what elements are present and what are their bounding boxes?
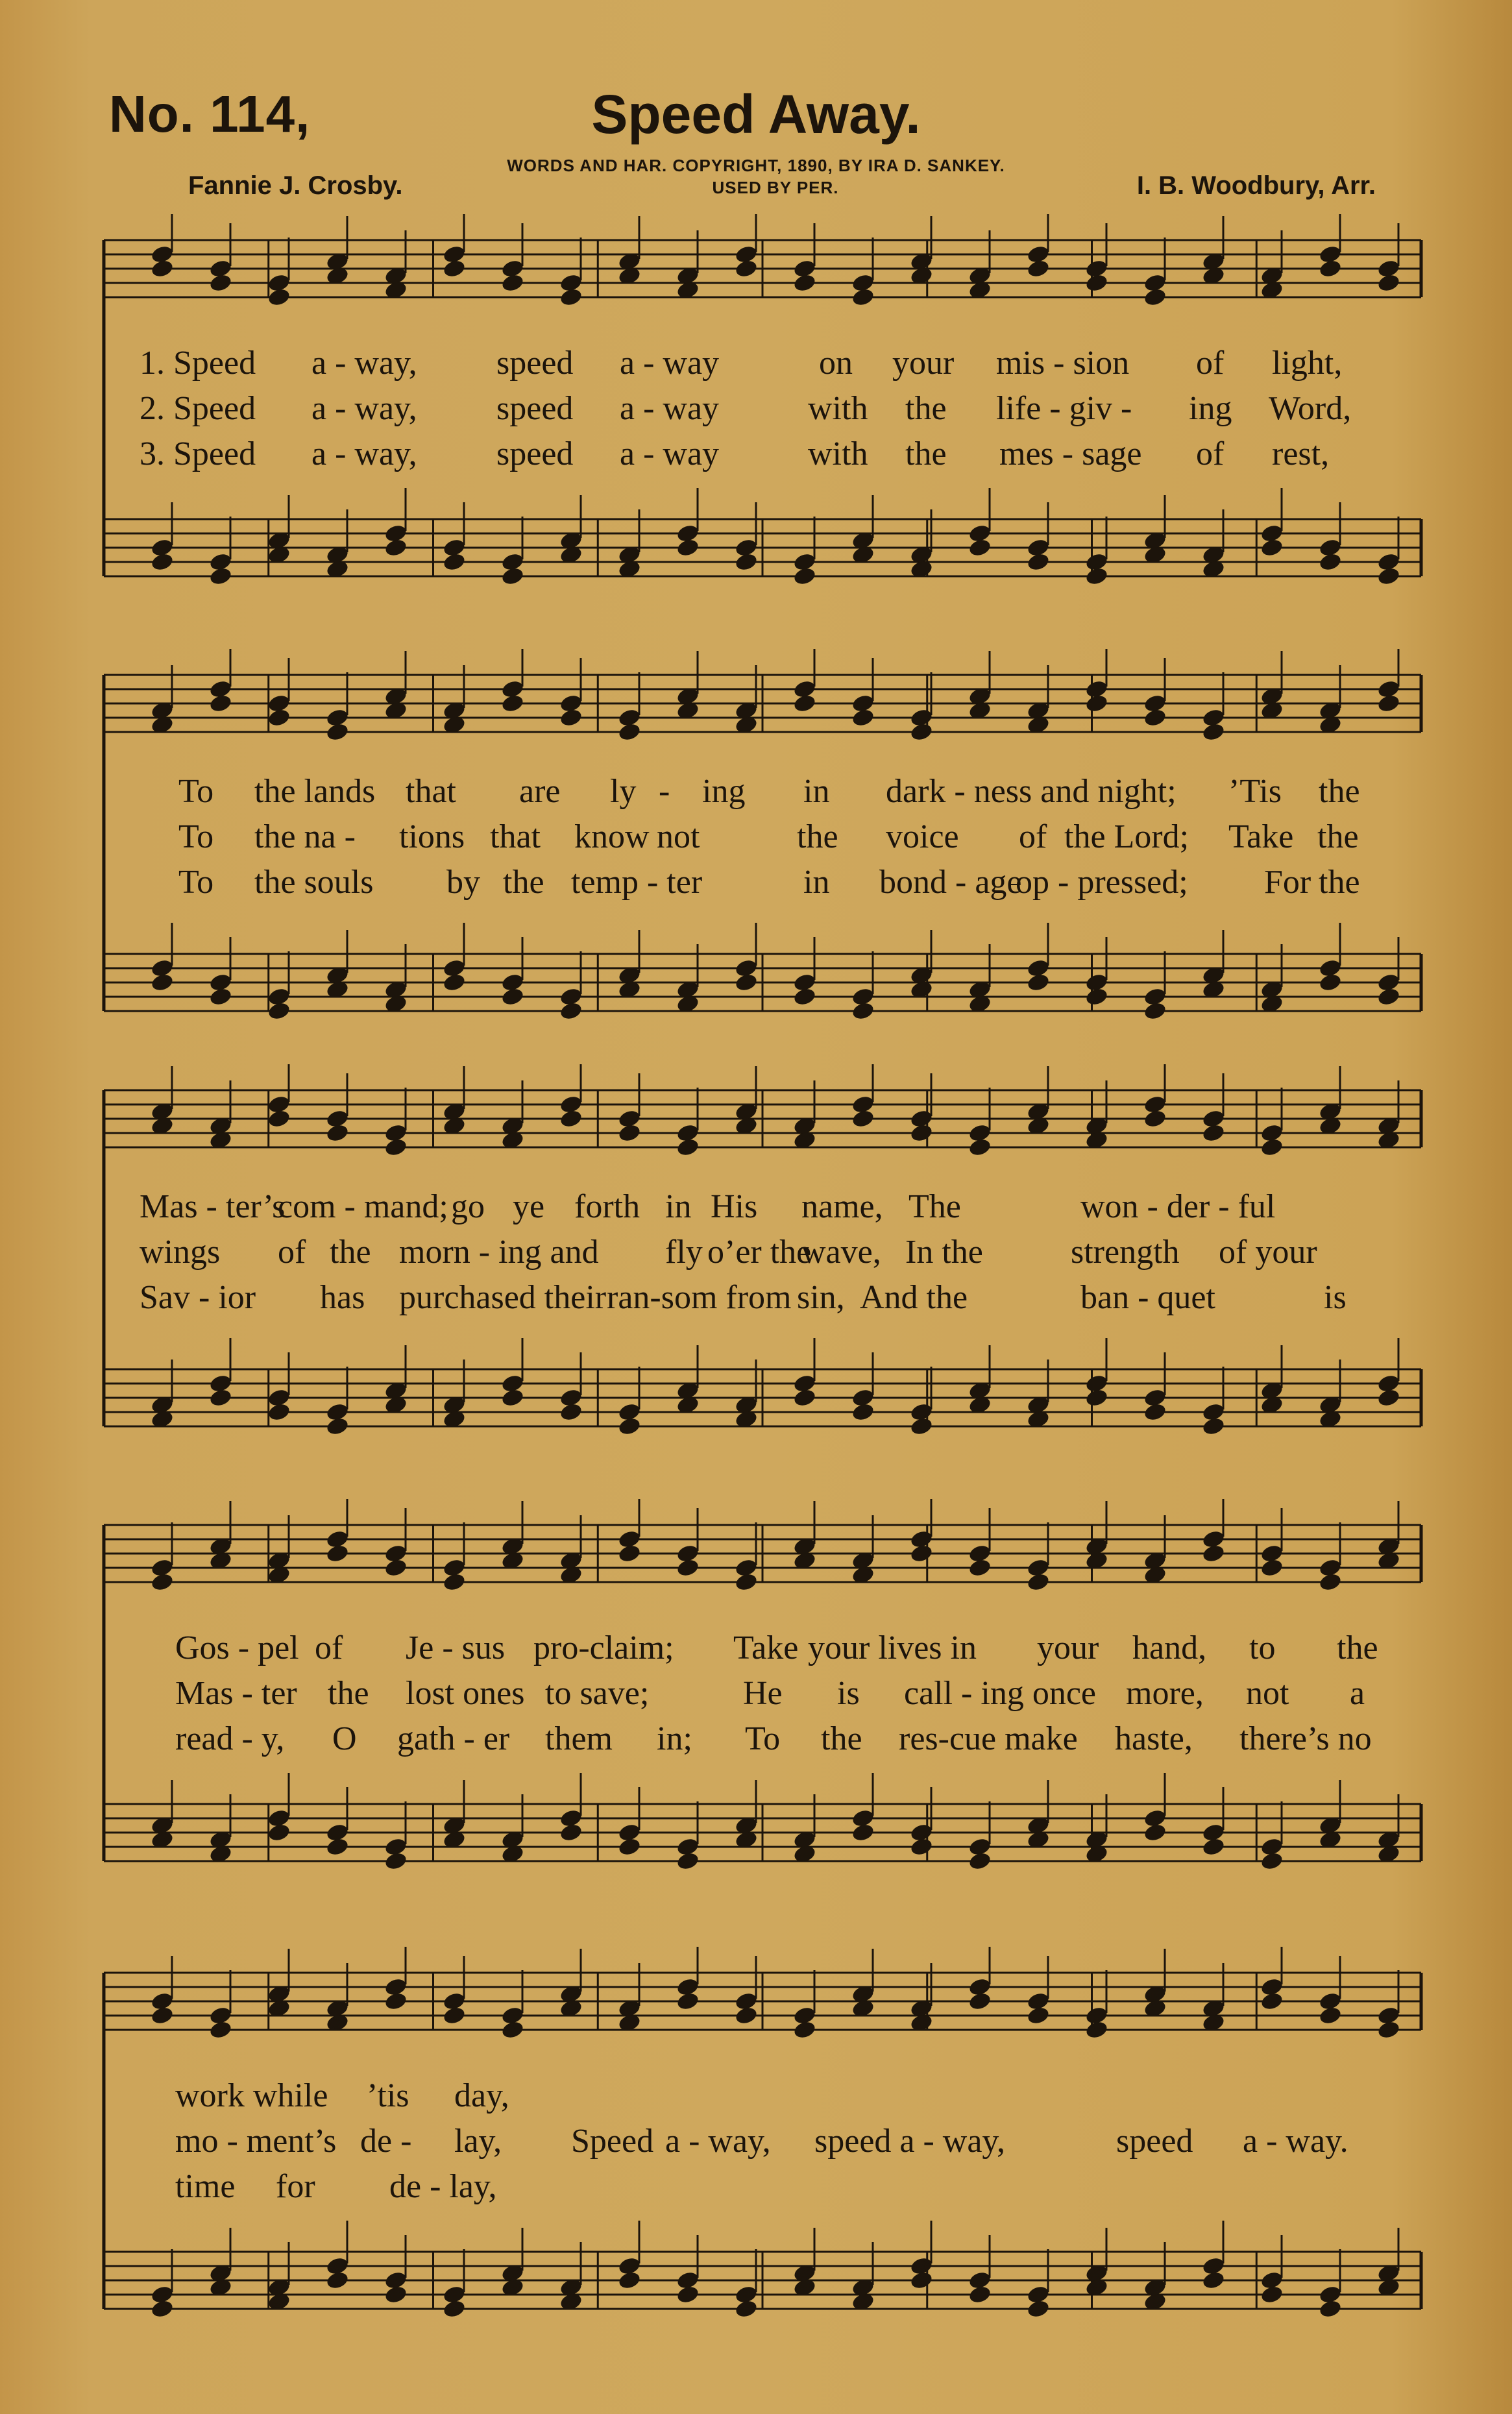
note-head bbox=[1026, 2298, 1051, 2319]
lyric-syllable: of your bbox=[1219, 1234, 1317, 1271]
lyric-syllable: haste, bbox=[1115, 1720, 1193, 1757]
note-head bbox=[1084, 273, 1109, 293]
note-head bbox=[150, 1572, 175, 1592]
lyric-syllable: your bbox=[892, 345, 955, 382]
lyric-syllable: speed bbox=[496, 435, 574, 472]
note-head bbox=[500, 566, 525, 587]
note-head bbox=[267, 287, 291, 308]
lyric-syllable: To bbox=[178, 818, 214, 855]
lyric-syllable: Take bbox=[1228, 818, 1294, 855]
lyric-syllable: mis - sion bbox=[996, 345, 1130, 382]
note-head bbox=[1143, 1402, 1167, 1422]
note-head bbox=[617, 2270, 642, 2291]
lyric-syllable: of bbox=[1196, 345, 1225, 382]
lyric-syllable: 2. Speed bbox=[140, 390, 256, 427]
lyric-syllable: the souls bbox=[254, 864, 374, 901]
lyric-syllable: work while bbox=[175, 2077, 328, 2114]
note-head bbox=[150, 2298, 175, 2319]
lyric-syllable: to bbox=[1249, 1629, 1276, 1666]
lyric-syllable: the na - bbox=[254, 818, 356, 855]
note-head bbox=[384, 2284, 408, 2305]
note-head bbox=[1376, 1387, 1401, 1408]
note-head bbox=[968, 2284, 992, 2305]
music-system-4 bbox=[0, 1499, 1512, 1914]
lyric-syllable: has bbox=[320, 1279, 365, 1316]
note-head bbox=[676, 2284, 700, 2305]
note-head bbox=[208, 693, 233, 714]
lyricist-credit: Fannie J. Crosby. bbox=[188, 171, 403, 200]
note-head bbox=[1376, 273, 1401, 293]
note-head bbox=[559, 1402, 583, 1422]
note-head bbox=[442, 2298, 467, 2319]
note-head bbox=[559, 1822, 583, 1843]
note-head bbox=[792, 1387, 817, 1408]
note-head bbox=[1318, 1572, 1343, 1592]
note-head bbox=[1026, 1572, 1051, 1592]
note-head bbox=[968, 1851, 992, 1871]
note-head bbox=[500, 986, 525, 1007]
lyric-syllable: He bbox=[743, 1675, 783, 1712]
note-head bbox=[500, 273, 525, 293]
lyric-syllable: in; bbox=[657, 1720, 692, 1757]
note-head bbox=[1201, 2270, 1226, 2291]
lyric-syllable: Mas - ter’s bbox=[140, 1188, 286, 1225]
lyric-syllable: the bbox=[1317, 818, 1359, 855]
note-head bbox=[267, 1001, 291, 1021]
lyric-syllable: know bbox=[574, 818, 650, 855]
note-head bbox=[1318, 258, 1343, 279]
lyric-syllable: Speed bbox=[571, 2123, 654, 2160]
note-head bbox=[559, 1001, 583, 1021]
note-head bbox=[1026, 258, 1051, 279]
note-head bbox=[676, 1557, 700, 1578]
note-head bbox=[792, 273, 817, 293]
note-head bbox=[1084, 1387, 1109, 1408]
note-head bbox=[442, 552, 467, 572]
note-head bbox=[1084, 693, 1109, 714]
lyric-syllable: fly bbox=[665, 1234, 703, 1271]
lyric-syllable: that bbox=[406, 773, 456, 810]
note-head bbox=[851, 1822, 875, 1843]
note-head bbox=[1143, 1108, 1167, 1129]
music-system-1 bbox=[0, 214, 1512, 616]
lyric-syllable: a - way, bbox=[311, 345, 417, 382]
staff-notation-3 bbox=[0, 1064, 1512, 1480]
lyric-syllable: o’er the bbox=[707, 1234, 812, 1271]
lyric-syllable: your bbox=[1037, 1629, 1099, 1666]
lyric-syllable: lost ones bbox=[406, 1675, 525, 1712]
lyric-syllable: speed bbox=[496, 390, 574, 427]
lyric-syllable: Gos - pel bbox=[175, 1629, 299, 1666]
permission-line: USED BY PER. bbox=[712, 178, 839, 197]
note-head bbox=[1201, 1416, 1226, 1437]
lyric-syllable: the bbox=[821, 1720, 862, 1757]
note-head bbox=[150, 258, 175, 279]
note-head bbox=[909, 1416, 934, 1437]
note-head bbox=[1260, 1137, 1284, 1158]
note-head bbox=[325, 1416, 350, 1437]
lyric-syllable: of bbox=[1196, 435, 1225, 472]
note-head bbox=[208, 986, 233, 1007]
lyric-syllable: rest, bbox=[1272, 435, 1330, 472]
note-head bbox=[909, 1836, 934, 1857]
note-head bbox=[792, 2019, 817, 2040]
note-head bbox=[851, 1402, 875, 1422]
lyric-syllable: call - ing once bbox=[904, 1675, 1096, 1712]
lyric-syllable: won - der - ful bbox=[1080, 1188, 1276, 1225]
lyric-syllable: Take bbox=[733, 1629, 799, 1666]
lyric-syllable: His bbox=[711, 1188, 758, 1225]
note-head bbox=[1376, 986, 1401, 1007]
lyric-syllable: speed a - way, bbox=[814, 2123, 1006, 2160]
lyric-syllable: ye bbox=[513, 1188, 545, 1225]
note-head bbox=[267, 1822, 291, 1843]
lyric-syllable: mo - ment’s bbox=[175, 2123, 337, 2160]
lyric-syllable: the lands bbox=[254, 773, 376, 810]
note-head bbox=[1026, 972, 1051, 993]
note-head bbox=[617, 1836, 642, 1857]
note-head bbox=[851, 1001, 875, 1021]
note-head bbox=[442, 972, 467, 993]
note-head bbox=[208, 2019, 233, 2040]
lyric-syllable: that bbox=[490, 818, 541, 855]
lyric-syllable: is bbox=[1324, 1279, 1347, 1316]
lyric-syllable: the bbox=[328, 1675, 369, 1712]
note-head bbox=[150, 552, 175, 572]
note-head bbox=[1318, 552, 1343, 572]
note-head bbox=[851, 287, 875, 308]
note-head bbox=[384, 537, 408, 558]
note-head bbox=[734, 2298, 759, 2319]
lyric-syllable: Je - sus bbox=[406, 1629, 506, 1666]
note-head bbox=[734, 258, 759, 279]
lyric-syllable: the bbox=[503, 864, 544, 901]
note-head bbox=[325, 1123, 350, 1143]
lyric-syllable: not bbox=[657, 818, 700, 855]
note-head bbox=[442, 2005, 467, 2026]
music-system-2 bbox=[0, 649, 1512, 1064]
note-head bbox=[267, 1402, 291, 1422]
lyric-syllable: in bbox=[665, 1188, 692, 1225]
lyric-syllable: ban - quet bbox=[1080, 1279, 1215, 1316]
note-head bbox=[1376, 566, 1401, 587]
lyric-syllable: ran-som from bbox=[607, 1279, 792, 1316]
note-head bbox=[208, 273, 233, 293]
note-head bbox=[500, 693, 525, 714]
note-head bbox=[442, 258, 467, 279]
note-head bbox=[325, 2270, 350, 2291]
lyric-syllable: in bbox=[803, 864, 830, 901]
note-head bbox=[150, 972, 175, 993]
lyric-syllable: the bbox=[330, 1234, 371, 1271]
lyric-syllable: the bbox=[1319, 773, 1360, 810]
note-head bbox=[1201, 722, 1226, 742]
note-head bbox=[1084, 566, 1109, 587]
note-head bbox=[617, 1543, 642, 1564]
lyric-syllable: mes - sage bbox=[999, 435, 1142, 472]
note-head bbox=[1084, 986, 1109, 1007]
lyric-syllable: of bbox=[315, 1629, 343, 1666]
lyric-syllable: the bbox=[905, 435, 947, 472]
lyric-syllable: To bbox=[745, 1720, 781, 1757]
lyric-syllable: read - y, bbox=[175, 1720, 285, 1757]
lyric-syllable: name, bbox=[801, 1188, 883, 1225]
lyric-syllable: the Lord; bbox=[1064, 818, 1189, 855]
note-head bbox=[909, 2270, 934, 2291]
lyric-syllable: of bbox=[278, 1234, 306, 1271]
note-head bbox=[676, 1851, 700, 1871]
lyric-syllable: the bbox=[1337, 1629, 1378, 1666]
lyric-syllable: speed bbox=[496, 345, 574, 382]
lyric-syllable: a - way bbox=[620, 390, 720, 427]
lyric-syllable: lay, bbox=[454, 2123, 502, 2160]
lyric-syllable: speed bbox=[1116, 2123, 1193, 2160]
lyric-syllable: tions bbox=[399, 818, 465, 855]
lyric-syllable: a - way, bbox=[311, 390, 417, 427]
note-head bbox=[1376, 2019, 1401, 2040]
lyric-syllable: temp - ter bbox=[571, 864, 703, 901]
note-head bbox=[384, 1137, 408, 1158]
lyric-syllable: Sav - ior bbox=[140, 1279, 256, 1316]
lyric-syllable: gath - er bbox=[397, 1720, 510, 1757]
hymn-number: No. 114, bbox=[109, 85, 311, 143]
lyric-syllable: life - giv - bbox=[996, 390, 1132, 427]
note-head bbox=[1260, 1851, 1284, 1871]
lyric-syllable: there’s no bbox=[1239, 1720, 1372, 1757]
note-head bbox=[909, 722, 934, 742]
note-head bbox=[1201, 1836, 1226, 1857]
lyric-syllable: wings bbox=[140, 1234, 221, 1271]
note-head bbox=[617, 722, 642, 742]
note-head bbox=[968, 1991, 992, 2012]
note-head bbox=[1260, 1991, 1284, 2012]
lyric-syllable: with bbox=[808, 390, 868, 427]
copyright-line: WORDS AND HAR. COPYRIGHT, 1890, BY IRA D. SANKEY. bbox=[507, 156, 1005, 175]
note-head bbox=[851, 707, 875, 728]
lyric-syllable: To bbox=[178, 864, 214, 901]
note-head bbox=[1376, 693, 1401, 714]
lyric-syllable: ing bbox=[702, 773, 746, 810]
lyric-syllable: a - way, bbox=[311, 435, 417, 472]
note-head bbox=[208, 566, 233, 587]
note-head bbox=[734, 972, 759, 993]
note-head bbox=[909, 1123, 934, 1143]
note-head bbox=[676, 1137, 700, 1158]
lyric-syllable: on bbox=[819, 345, 853, 382]
note-head bbox=[500, 2019, 525, 2040]
lyric-syllable: with bbox=[808, 435, 868, 472]
note-head bbox=[734, 552, 759, 572]
note-head bbox=[792, 986, 817, 1007]
composer-credit: I. B. Woodbury, Arr. bbox=[1136, 171, 1376, 200]
note-head bbox=[325, 722, 350, 742]
lyric-syllable: op - pressed; bbox=[1016, 864, 1188, 901]
note-head bbox=[442, 1572, 467, 1592]
note-head bbox=[1318, 972, 1343, 993]
lyric-syllable: of bbox=[1019, 818, 1047, 855]
lyric-syllable: Word, bbox=[1269, 390, 1352, 427]
note-head bbox=[384, 1851, 408, 1871]
lyric-syllable: ’Tis bbox=[1228, 773, 1282, 810]
note-head bbox=[325, 1836, 350, 1857]
lyric-syllable: by bbox=[446, 864, 480, 901]
lyric-syllable: a - way bbox=[620, 435, 720, 472]
lyric-syllable: 1. Speed bbox=[140, 345, 256, 382]
lyric-syllable: for bbox=[276, 2168, 315, 2205]
note-head bbox=[1143, 1822, 1167, 1843]
lyric-syllable: Mas - ter bbox=[175, 1675, 297, 1712]
lyric-syllable: the bbox=[905, 390, 947, 427]
note-head bbox=[676, 1991, 700, 2012]
lyric-syllable: time bbox=[175, 2168, 236, 2205]
note-head bbox=[968, 1137, 992, 1158]
lyric-syllable: a - way. bbox=[1243, 2123, 1348, 2160]
lyric-syllable: res-cue make bbox=[899, 1720, 1078, 1757]
note-head bbox=[1143, 1001, 1167, 1021]
note-head bbox=[559, 707, 583, 728]
lyric-syllable: is bbox=[837, 1675, 860, 1712]
lyric-syllable: voice bbox=[886, 818, 959, 855]
lyric-syllable: the bbox=[797, 818, 838, 855]
music-system-3 bbox=[0, 1064, 1512, 1480]
lyric-syllable: 3. Speed bbox=[140, 435, 256, 472]
lyric-syllable: ing bbox=[1189, 390, 1232, 427]
lyric-syllable: O bbox=[332, 1720, 357, 1757]
lyric-syllable: a - way bbox=[620, 345, 720, 382]
lyric-syllable: For bbox=[1264, 864, 1311, 901]
note-head bbox=[617, 1123, 642, 1143]
lyric-syllable: strength bbox=[1071, 1234, 1180, 1271]
note-head bbox=[1084, 2019, 1109, 2040]
note-head bbox=[851, 1108, 875, 1129]
lyric-syllable: de - lay, bbox=[389, 2168, 497, 2205]
lyric-syllable: to save; bbox=[545, 1675, 650, 1712]
note-head bbox=[208, 1387, 233, 1408]
note-head bbox=[1026, 552, 1051, 572]
note-head bbox=[325, 1543, 350, 1564]
note-head bbox=[150, 2005, 175, 2026]
lyric-syllable: a - way, bbox=[665, 2123, 771, 2160]
lyric-syllable: a bbox=[1350, 1675, 1365, 1712]
note-head bbox=[1201, 1123, 1226, 1143]
lyric-syllable: ’tis bbox=[367, 2077, 409, 2114]
lyric-syllable: dark - ness and night; bbox=[886, 773, 1177, 810]
lyric-syllable: go bbox=[451, 1188, 485, 1225]
note-head bbox=[1318, 2005, 1343, 2026]
lyric-syllable: The bbox=[908, 1188, 961, 1225]
note-head bbox=[734, 1572, 759, 1592]
lyric-syllable: light, bbox=[1272, 345, 1343, 382]
note-head bbox=[384, 1557, 408, 1578]
lyric-syllable: more, bbox=[1126, 1675, 1204, 1712]
note-head bbox=[384, 1991, 408, 2012]
lyric-syllable: - bbox=[659, 773, 670, 810]
note-head bbox=[1260, 1557, 1284, 1578]
lyric-syllable: bond - age bbox=[879, 864, 1022, 901]
music-system-5 bbox=[0, 1947, 1512, 2362]
staff-notation-2 bbox=[0, 649, 1512, 1064]
note-head bbox=[676, 537, 700, 558]
note-head bbox=[1201, 1543, 1226, 1564]
lyric-syllable: hand, bbox=[1132, 1629, 1207, 1666]
lyric-syllable: de - bbox=[360, 2123, 412, 2160]
lyric-syllable: sin, bbox=[797, 1279, 845, 1316]
note-head bbox=[267, 707, 291, 728]
lyric-syllable: are bbox=[519, 773, 561, 810]
note-head bbox=[968, 537, 992, 558]
lyric-syllable: the bbox=[1319, 864, 1360, 901]
note-head bbox=[1143, 707, 1167, 728]
note-head bbox=[500, 1387, 525, 1408]
note-head bbox=[1318, 2298, 1343, 2319]
note-head bbox=[267, 1108, 291, 1129]
note-head bbox=[792, 693, 817, 714]
note-head bbox=[559, 1108, 583, 1129]
note-head bbox=[909, 1543, 934, 1564]
lyric-syllable: in bbox=[803, 773, 830, 810]
note-head bbox=[792, 566, 817, 587]
lyric-syllable: wave, bbox=[801, 1234, 881, 1271]
lyric-syllable: your lives in bbox=[808, 1629, 977, 1666]
hymn-title: Speed Away. bbox=[591, 84, 921, 145]
lyric-syllable: morn - ing and bbox=[399, 1234, 599, 1271]
lyric-syllable: In the bbox=[905, 1234, 983, 1271]
note-head bbox=[1260, 537, 1284, 558]
lyric-syllable: com - mand; bbox=[278, 1188, 448, 1225]
lyric-syllable: forth bbox=[574, 1188, 640, 1225]
lyric-syllable: not bbox=[1246, 1675, 1289, 1712]
note-head bbox=[617, 1416, 642, 1437]
note-head bbox=[734, 2005, 759, 2026]
lyric-syllable: pro-claim; bbox=[533, 1629, 674, 1666]
note-head bbox=[559, 287, 583, 308]
note-head bbox=[1026, 2005, 1051, 2026]
lyric-syllable: And the bbox=[860, 1279, 968, 1316]
lyric-syllable: ly bbox=[610, 773, 637, 810]
note-head bbox=[1143, 287, 1167, 308]
note-head bbox=[968, 1557, 992, 1578]
lyric-syllable: To bbox=[178, 773, 214, 810]
lyric-syllable: them bbox=[545, 1720, 613, 1757]
note-head bbox=[1260, 2284, 1284, 2305]
lyric-syllable: day, bbox=[454, 2077, 509, 2114]
lyric-syllable: purchased their bbox=[399, 1279, 607, 1316]
